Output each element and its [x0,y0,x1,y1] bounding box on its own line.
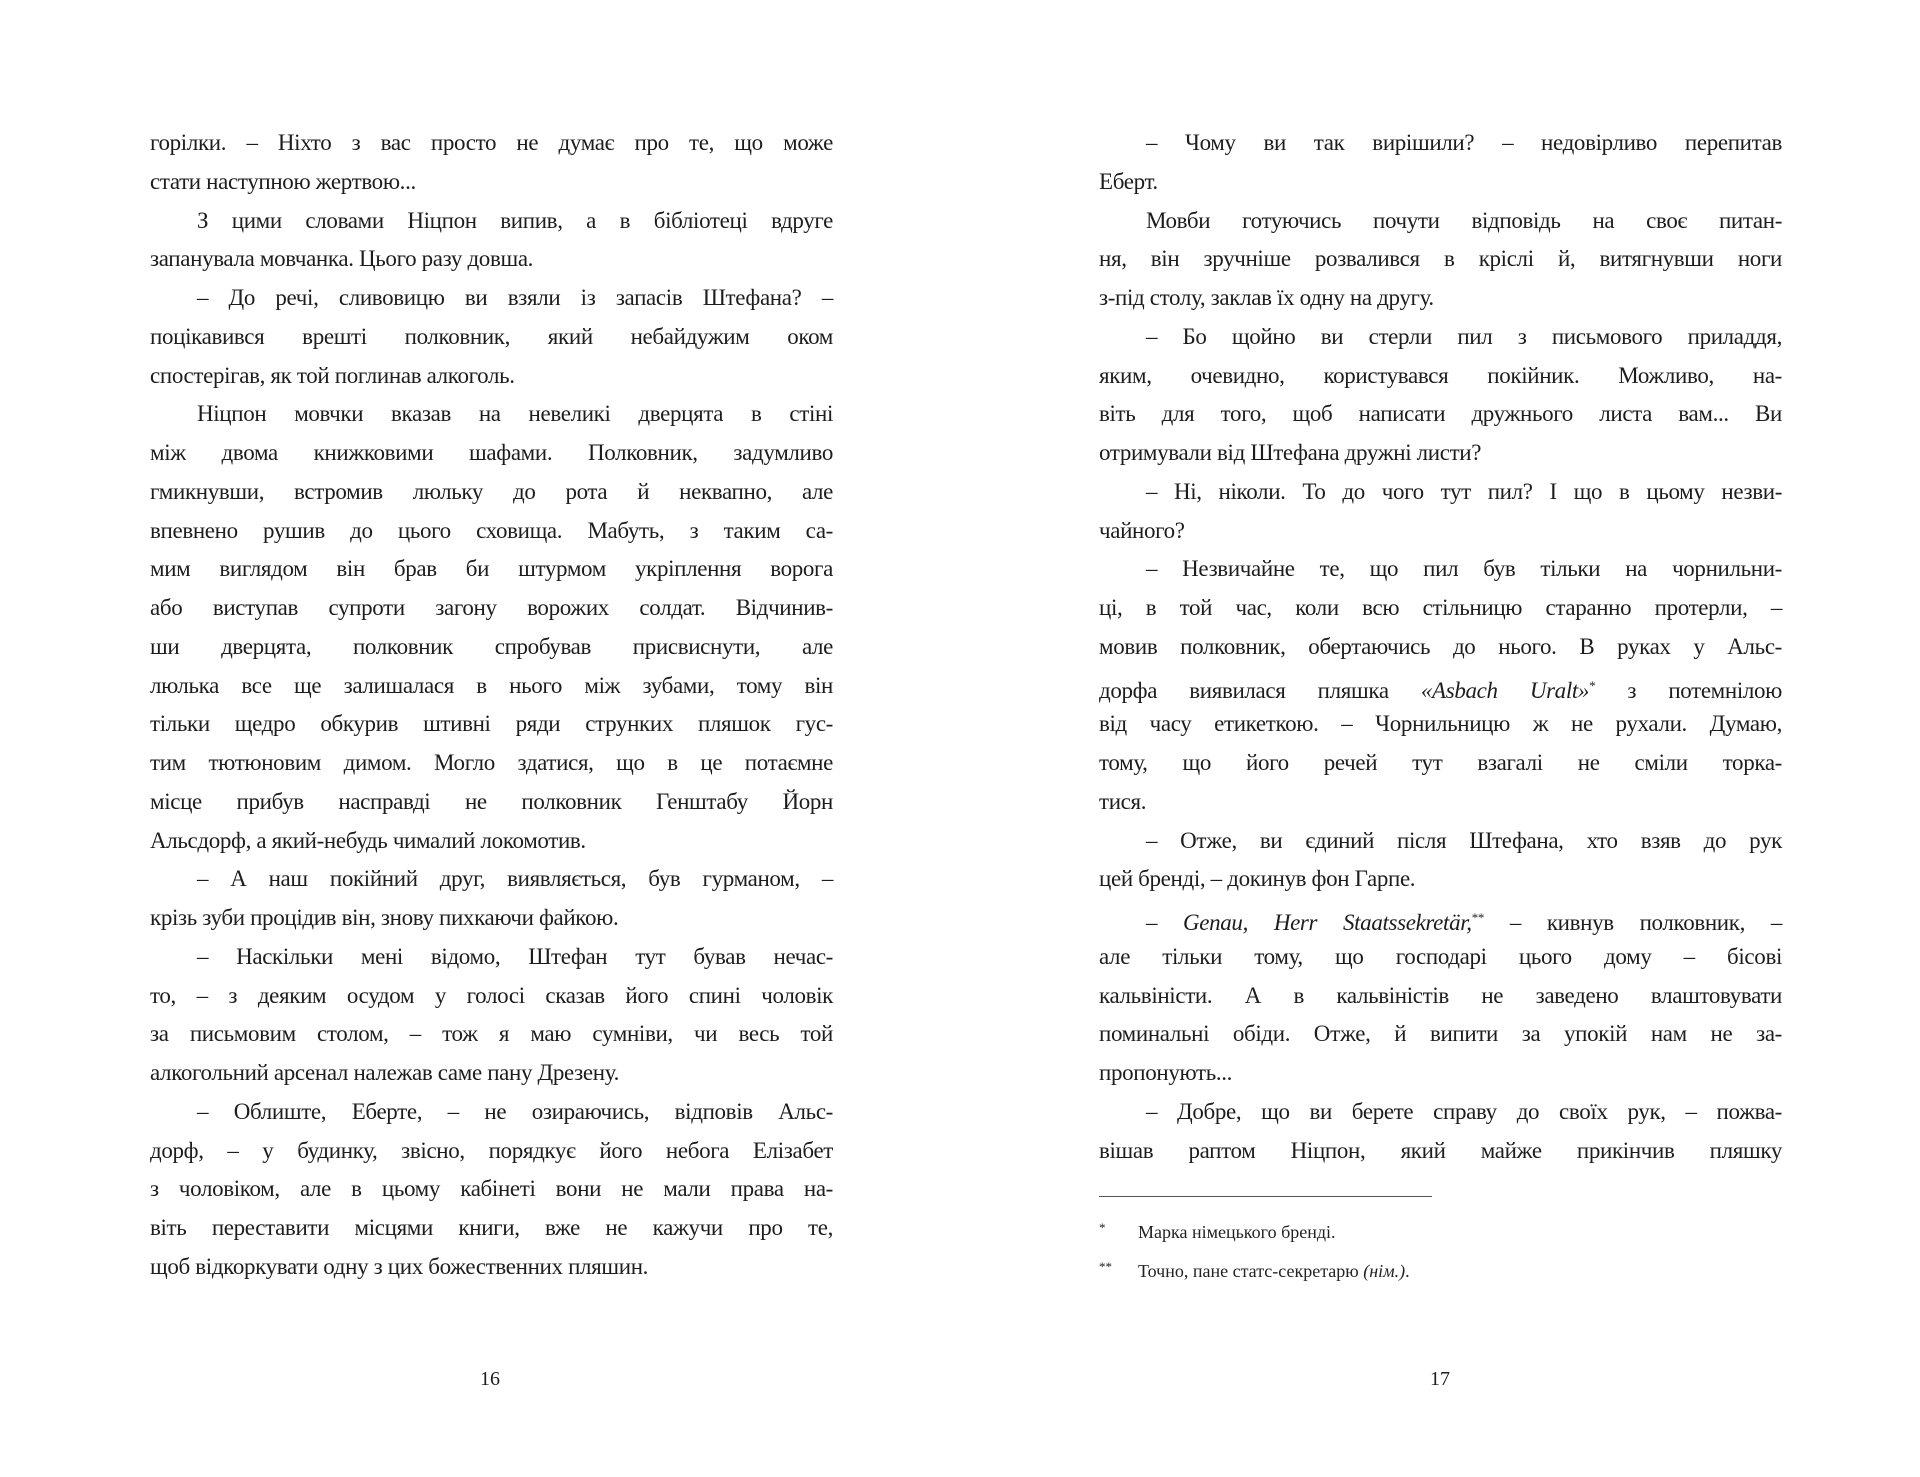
footnote-divider [1099,1196,1432,1197]
text-line: віть для того, щоб написати дружнього листа вам... Ви [1099,401,1782,427]
text-line: щоб відкоркувати одну з цих божественних пляшин. [150,1253,649,1279]
text-line: горілки. – Ніхто з вас просто не думає про те, що може [150,130,833,155]
text-line: з чоловіком, але в цьому кабінеті вони не мали права на- [150,1176,833,1202]
footnote [1099,1220,1336,1243]
text-segment: – [1146,910,1183,935]
text-line: Альсдорф, а який-небудь чималий локомотив. [150,827,586,853]
text-segment: з потемнілою [1595,677,1783,703]
text-line: – Отже, ви єдиний після Штефана, хто взяв до рук [1146,827,1782,853]
text-line: стати наступною жертвою... [150,168,416,194]
footnote-mark: ** [1099,1259,1112,1274]
text-line: люлька все ще залишалася в нього між зубами, тому він [150,672,833,698]
page-number: 17 [1430,1368,1450,1390]
text-line: – Добре, що ви берете справу до своїх рук, – пожва- [1146,1098,1782,1124]
text-line: З цими словами Ніцпон випив, а в бібліотеці вдруге [197,207,833,233]
text-line: – Незвичайне те, що пил був тільки на чорнильни- [1146,556,1782,582]
footnote-language-note: (нім.) [1363,1261,1406,1281]
text-line: або виступав супроти загону ворожих солдат. Відчинив- [150,595,833,620]
footnote [1099,1259,1410,1282]
text-line: з-під столу, заклав їх одну на другу. [1099,285,1434,310]
text-line: за письмовим столом, – тож я маю сумніви, чи весь той [150,1021,833,1047]
text-line: ці, в той час, коли всю стільницю старанно протерли, – [1099,595,1782,620]
italic-text: «Asbach Uralt» [1420,677,1590,703]
text-line: – До речі, сливовицю ви взяли із запасів Штефана? – [197,285,833,310]
text-line: яким, очевидно, користувався покійник. Можливо, на- [1099,362,1782,388]
footnote-reference: ** [1471,910,1484,925]
text-line: запанувала мовчанка. Цього разу довша. [150,246,534,272]
text-line: – А наш покійний друг, виявляється, був гурманом, – [197,866,833,892]
text-line: тися. [1099,788,1147,814]
text-line: спостерігав, як той поглинав алкоголь. [150,362,515,388]
text-line: поцікавився врешті полковник, який небайдужим оком [150,323,833,349]
text-line: між двома книжковими шафами. Полковник, задумливо [150,440,833,465]
text-line: від часу етикеткою. – Чорнильницю ж не рухали. Думаю, [1099,711,1782,737]
text-line: місце прибув насправді не полковник Генштабу Йорн [150,788,833,814]
text-line: цей бренді, – докинув фон Гарпе. [1099,866,1416,892]
text-line: алкогольний арсенал належав саме пану Дрезену. [150,1060,619,1085]
right-page [960,0,1920,1477]
text-line [1099,899,1782,938]
text-line: ши дверцята, полковник спробував присвиснути, але [150,633,833,659]
text-line: кальвіністи. А в кальвіністів не заведено влаштовувати [1099,982,1782,1008]
footnote-mark: * [1099,1220,1106,1235]
text-line: поминальні обіди. Отже, й випити за упокій нам не за- [1099,1021,1782,1047]
body-text [150,124,833,1287]
text-line: дорф, – у будинку, звісно, порядкує його небога Елізабет [150,1137,833,1163]
text-line: тому, що його речей тут взагалі не сміли торка- [1099,750,1782,775]
footnote-reference: * [1589,677,1596,693]
text-line: впевнено рушив до цього сховища. Мабуть, з таким са- [150,517,833,543]
text-line: – Облиште, Еберте, – не озираючись, відповів Альс- [197,1098,833,1124]
footnote-text-end: . [1405,1261,1410,1281]
text-line: отримували від Штефана дружні листи? [1099,440,1482,465]
text-line [1099,667,1782,706]
text-line: але тільки тому, що господарі цього дому – бісові [1099,943,1782,969]
text-line: – Наскільки мені відомо, Штефан тут бував нечас- [197,943,833,969]
text-line: мим виглядом він брав би штурмом укріплення ворога [150,556,833,582]
text-line: мовив полковник, обертаючись до нього. В руках у Альс- [1099,633,1782,659]
footnote-text: Марка німецького бренді. [1138,1222,1336,1242]
text-line: віть переставити місцями книги, вже не кажучи про те, [150,1215,833,1240]
text-line: ня, він зручніше розвалився в кріслі й, витягнувши ноги [1099,246,1782,272]
text-line: чайного? [1099,517,1185,543]
text-line: – Чому ви так вирішили? – недовірливо перепитав [1146,130,1782,155]
text-line: – Бо щойно ви стерли пил з письмового приладдя, [1146,323,1782,349]
text-line: Ніцпон мовчки вказав на невеликі дверцята в стіні [197,401,833,427]
text-line: то, – з деяким осудом у голосі сказав його спині чоловік [150,982,833,1008]
text-line: тим тютюновим димом. Могло здатися, що в це потаємне [150,750,833,775]
text-segment: дорфа виявилася пляшка [1099,677,1421,703]
page-number: 16 [480,1368,500,1390]
text-line: – Ні, ніколи. То до чого тут пил? І що в цьому незви- [1146,478,1782,504]
footnote-text: Точно, пане статс-секретарю [1138,1261,1364,1281]
text-line: вішав раптом Ніцпон, який майже прикінчив пляшку [1099,1137,1782,1163]
text-line: Мовби готуючись почути відповідь на своє питан- [1146,207,1782,233]
text-line: крізь зуби процідив він, знову пихкаючи файкою. [150,905,619,930]
text-line: гмикнувши, встромив люльку до рота й неквапно, але [150,478,833,504]
text-segment: – кивнув полковник, – [1484,910,1782,935]
text-line: Еберт. [1099,168,1158,194]
italic-text: Genau, Herr Staatssekretär, [1183,910,1472,935]
body-text [1099,124,1782,1170]
text-line: пропонують... [1099,1060,1233,1085]
text-line: тільки щедро обкурив штивні ряди струнких пляшок гус- [150,711,833,737]
